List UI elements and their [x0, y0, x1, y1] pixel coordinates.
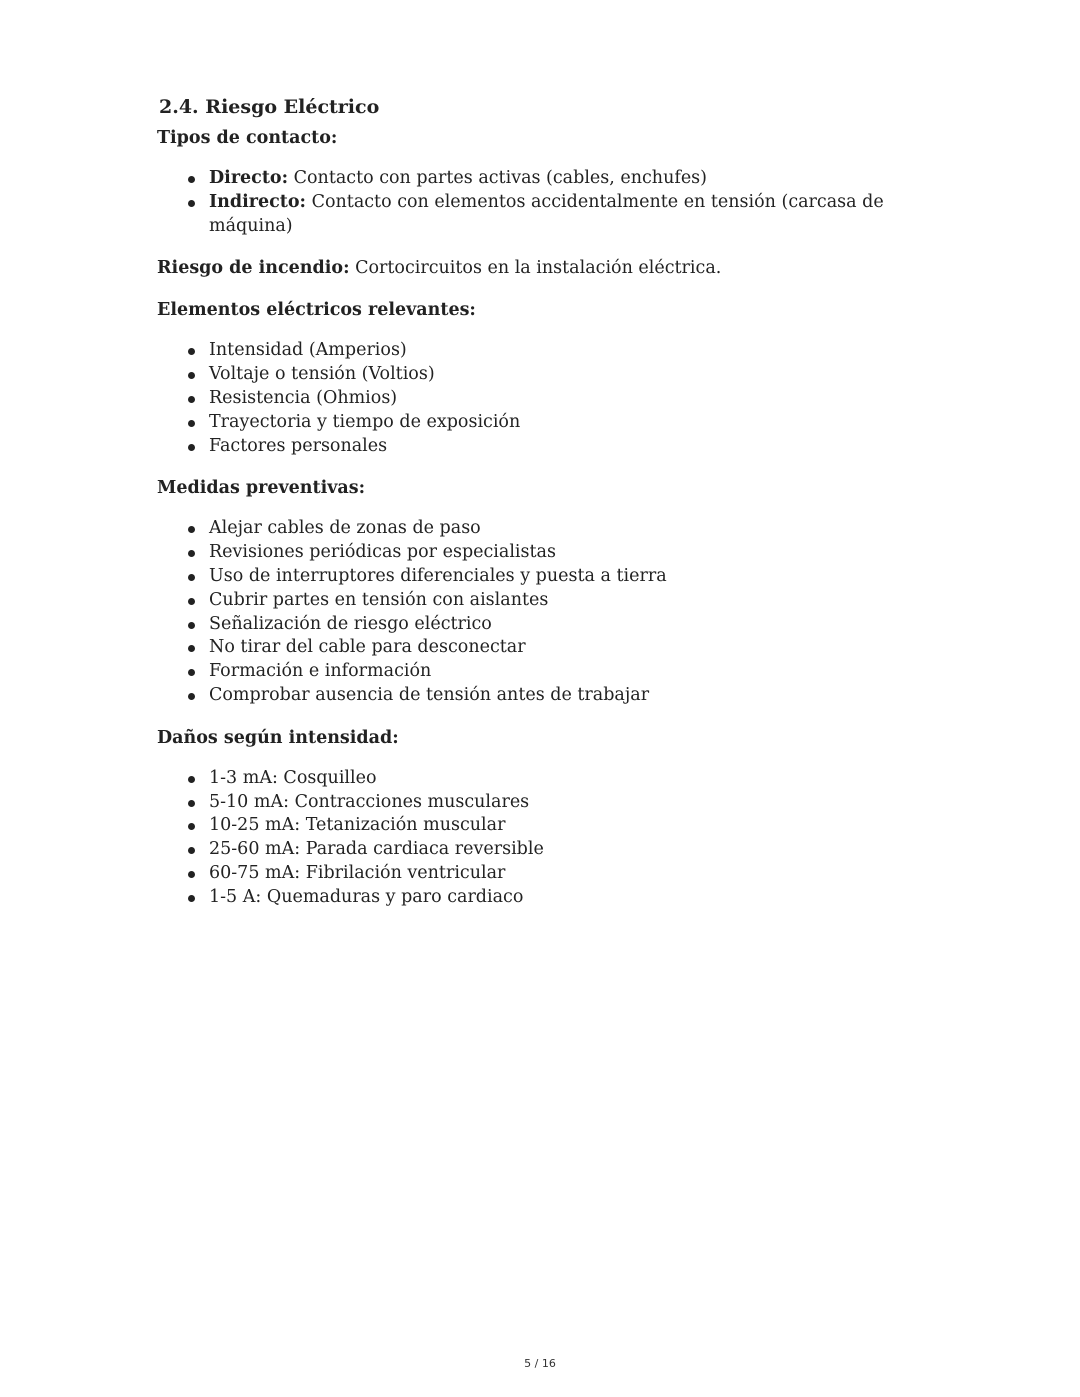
list-item-text: No tirar del cable para desconectar	[209, 637, 526, 658]
bullet-icon	[188, 176, 195, 183]
list-item	[209, 191, 917, 239]
bullet-icon	[188, 444, 195, 451]
document-page	[157, 94, 917, 910]
list-item	[209, 541, 917, 565]
list-item	[209, 684, 917, 708]
damage-by-intensity-label: Daños según intensidad:	[157, 727, 399, 748]
list-item	[209, 660, 917, 684]
bullet-icon	[188, 396, 195, 403]
bullet-icon	[188, 693, 195, 700]
fire-risk-term: Riesgo de incendio:	[157, 258, 350, 279]
list-item	[209, 814, 917, 838]
list-item-text: Intensidad (Amperios)	[209, 340, 407, 361]
bullet-icon	[188, 776, 195, 783]
preventive-measures-list	[157, 517, 917, 707]
bullet-icon	[188, 526, 195, 533]
fire-risk-text: Cortocircuitos en la instalación eléctrica.	[349, 258, 722, 279]
damage-by-intensity-list	[157, 767, 917, 910]
list-item-text: Revisiones periódicas por especialistas	[209, 542, 556, 563]
list-item	[209, 517, 917, 541]
list-item-text: 25-60 mA: Parada cardiaca reversible	[209, 839, 544, 860]
list-item	[209, 435, 917, 459]
bullet-icon	[188, 669, 195, 676]
list-item-text: 1-3 mA: Cosquilleo	[209, 767, 377, 788]
list-item-text: Factores personales	[209, 435, 388, 456]
list-item	[209, 838, 917, 862]
fire-risk-paragraph	[157, 256, 917, 280]
list-item	[209, 589, 917, 613]
list-item-text: Uso de interruptores diferenciales y puesta a tierra	[209, 565, 667, 586]
bullet-icon	[188, 574, 195, 581]
bullet-icon	[188, 895, 195, 902]
section-heading: 2.4. Riesgo Eléctrico	[159, 96, 380, 118]
list-item	[209, 167, 917, 191]
bullet-icon	[188, 200, 195, 207]
list-item	[209, 411, 917, 435]
list-item	[209, 791, 917, 815]
electrical-elements-list	[157, 339, 917, 458]
page-number: 5 / 16	[524, 1357, 556, 1370]
list-item	[209, 862, 917, 886]
list-item-text: 10-25 mA: Tetanización muscular	[209, 815, 506, 836]
electrical-elements-label: Elementos eléctricos relevantes:	[157, 300, 476, 321]
list-item-text: Formación e información	[209, 661, 432, 682]
contact-description: Contacto con elementos accidentalmente en tensión (carcasa de máquina)	[209, 191, 884, 236]
list-item	[209, 363, 917, 387]
list-item-text: 1-5 A: Quemaduras y paro cardiaco	[209, 886, 524, 907]
list-item-text: Cubrir partes en tensión con aislantes	[209, 589, 549, 610]
list-item-text: Señalización de riesgo eléctrico	[209, 613, 492, 634]
list-item	[209, 886, 917, 910]
contact-types-list	[157, 167, 917, 238]
bullet-icon	[188, 823, 195, 830]
list-item	[209, 565, 917, 589]
bullet-icon	[188, 420, 195, 427]
list-item-text: Trayectoria y tiempo de exposición	[209, 411, 521, 432]
list-item-text: Voltaje o tensión (Voltios)	[209, 364, 435, 385]
bullet-icon	[188, 550, 195, 557]
bullet-icon	[188, 622, 195, 629]
contact-term: Indirecto:	[209, 191, 307, 212]
list-item-text: 60-75 mA: Fibrilación ventricular	[209, 862, 506, 883]
bullet-icon	[188, 372, 195, 379]
bullet-icon	[188, 800, 195, 807]
contact-term: Directo:	[209, 168, 289, 188]
bullet-icon	[188, 645, 195, 652]
list-item	[209, 767, 917, 791]
list-item	[209, 339, 917, 363]
bullet-icon	[188, 598, 195, 605]
list-item-text: Alejar cables de zonas de paso	[209, 518, 481, 539]
contact-description: Contacto con partes activas (cables, enchufes)	[288, 168, 707, 188]
preventive-measures-label: Medidas preventivas:	[157, 478, 366, 499]
list-item	[209, 613, 917, 637]
contact-types-label: Tipos de contacto:	[157, 128, 338, 148]
list-item	[209, 636, 917, 660]
list-item	[209, 387, 917, 411]
list-item-text: Resistencia (Ohmios)	[209, 387, 398, 408]
list-item-text: Comprobar ausencia de tensión antes de trabajar	[209, 684, 650, 705]
list-item-text: 5-10 mA: Contracciones musculares	[209, 791, 530, 812]
bullet-icon	[188, 847, 195, 854]
bullet-icon	[188, 871, 195, 878]
bullet-icon	[188, 348, 195, 355]
